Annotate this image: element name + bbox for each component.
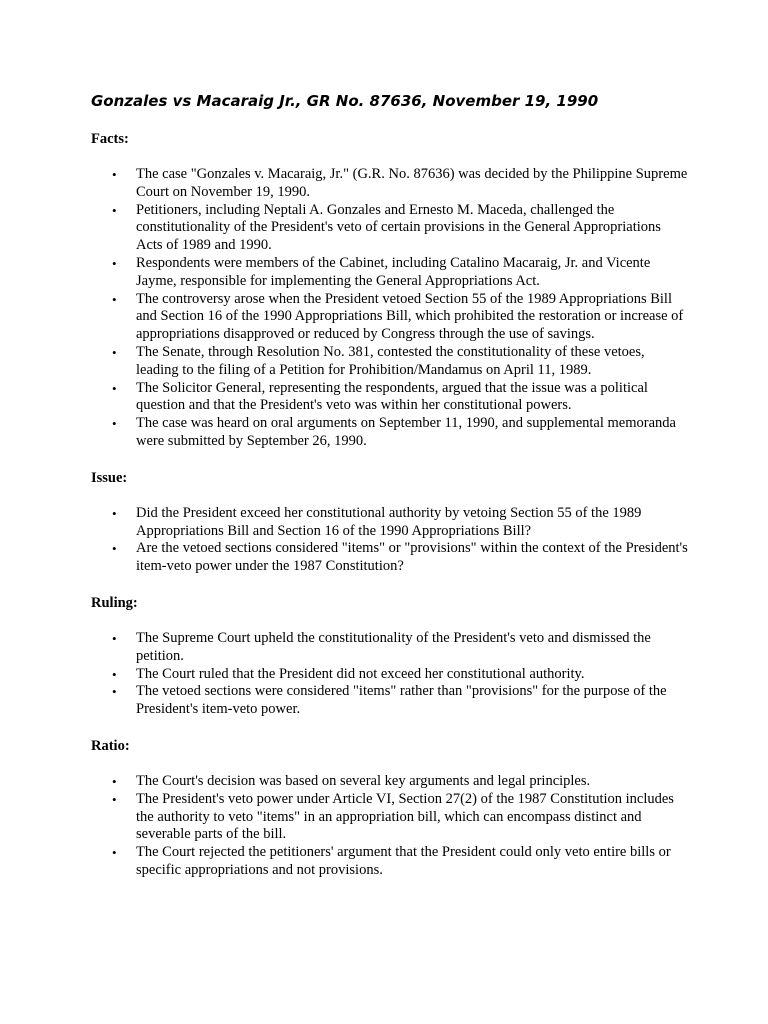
bullet-icon: • (112, 416, 117, 432)
bullet-icon: • (112, 666, 117, 682)
bullet-icon: • (112, 255, 117, 271)
list-item (91, 255, 688, 291)
ruling-list (91, 630, 688, 719)
list-item (91, 666, 688, 684)
list-item-text: The case was heard on oral arguments on September 11, 1990, and supplemental memoranda were submitted by September 26, 1990. (136, 415, 676, 449)
list-item-text: Are the vetoed sections considered "items" or "provisions" within the context of the President's item-veto power under the 1987 Constitution? (136, 540, 688, 575)
bullet-icon: • (112, 202, 117, 218)
list-item (91, 505, 688, 541)
bullet-icon: • (112, 684, 117, 700)
document-title: Gonzales vs Macaraig Jr., GR No. 87636, November 19, 1990 (91, 92, 599, 110)
list-item (91, 540, 688, 576)
list-item-text: The Court's decision was based on several key arguments and legal principles. (136, 772, 591, 789)
list-item (91, 791, 688, 844)
bullet-icon: • (112, 291, 117, 307)
list-item (91, 202, 688, 255)
list-item-text: The President's veto power under Article VI, Section 27(2) of the 1987 Constitution includes the authority to veto "items" in an appropriation bill, which can encompass distinct and severable parts of the bill. (136, 790, 674, 843)
list-item-text: Petitioners, including Neptali A. Gonzales and Ernesto M. Maceda, challenged the constitutionality of the President's veto of certain provisions in the General Appropriations Acts of 1989 and 1990. (136, 201, 661, 254)
bullet-icon: • (112, 344, 117, 360)
list-item (91, 844, 688, 880)
list-item-text: The vetoed sections were considered "items" rather than "provisions" for the purpose of the President's item-veto power. (136, 683, 667, 718)
section-heading-facts: Facts: (91, 131, 129, 147)
bullet-icon: • (112, 791, 117, 807)
section-heading-ruling: Ruling: (91, 594, 138, 611)
list-item-text: The case "Gonzales v. Macaraig, Jr." (G.R. No. 87636) was decided by the Philippine Supreme Court on November 19, 1990. (136, 166, 688, 200)
section-ruling (91, 594, 688, 719)
list-item (91, 773, 688, 791)
list-item-text: The Court ruled that the President did not exceed her constitutional authority. (136, 665, 585, 682)
section-ratio (91, 737, 688, 880)
list-item (91, 380, 688, 416)
list-item-text: Respondents were members of the Cabinet, including Catalino Macaraig, Jr. and Vicente Jayme, responsible for implementing the General Appropriations Act. (136, 254, 651, 289)
list-item (91, 291, 688, 344)
facts-list (91, 166, 688, 451)
issue-list (91, 505, 688, 576)
bullet-icon: • (112, 167, 117, 182)
list-item (91, 415, 688, 451)
bullet-icon: • (112, 505, 117, 521)
list-item-text: Did the President exceed her constitutional authority by vetoing Section 55 of the 1989 Appropriations Bill and Section 16 of the 1990 Appropriations Bill? (136, 504, 642, 539)
list-item-text: The controversy arose when the President vetoed Section 55 of the 1989 Appropriations Bill and Section 16 of the 1990 Appropriations Bill, which prohibited the restoration or increase of appropriations disapproved or reduced by Congress through the use of savings. (136, 290, 684, 343)
list-item-text: The Court rejected the petitioners' argument that the President could only veto entire bills or specific appropriations and not provisions. (136, 844, 671, 878)
list-item (91, 166, 688, 202)
section-issue (91, 469, 688, 576)
section-facts (91, 130, 688, 451)
section-heading-issue: Issue: (91, 469, 128, 486)
list-item (91, 344, 688, 380)
list-item (91, 683, 688, 719)
list-item-text: The Solicitor General, representing the respondents, argued that the issue was a political question and that the President's veto was within her constitutional powers. (136, 379, 648, 414)
section-heading-ratio: Ratio: (91, 737, 130, 754)
list-item (91, 630, 688, 666)
list-item-text: The Senate, through Resolution No. 381, contested the constitutionality of these vetoes, leading to the filing of a Petition for Prohibition/Mandamus on April 11, 1989. (136, 343, 645, 378)
bullet-icon: • (112, 845, 117, 861)
bullet-icon: • (112, 773, 117, 789)
bullet-icon: • (112, 630, 117, 646)
bullet-icon: • (112, 380, 117, 396)
bullet-icon: • (112, 541, 117, 557)
ratio-list (91, 773, 688, 880)
list-item-text: The Supreme Court upheld the constitutionality of the President's veto and dismissed the petition. (136, 629, 651, 664)
